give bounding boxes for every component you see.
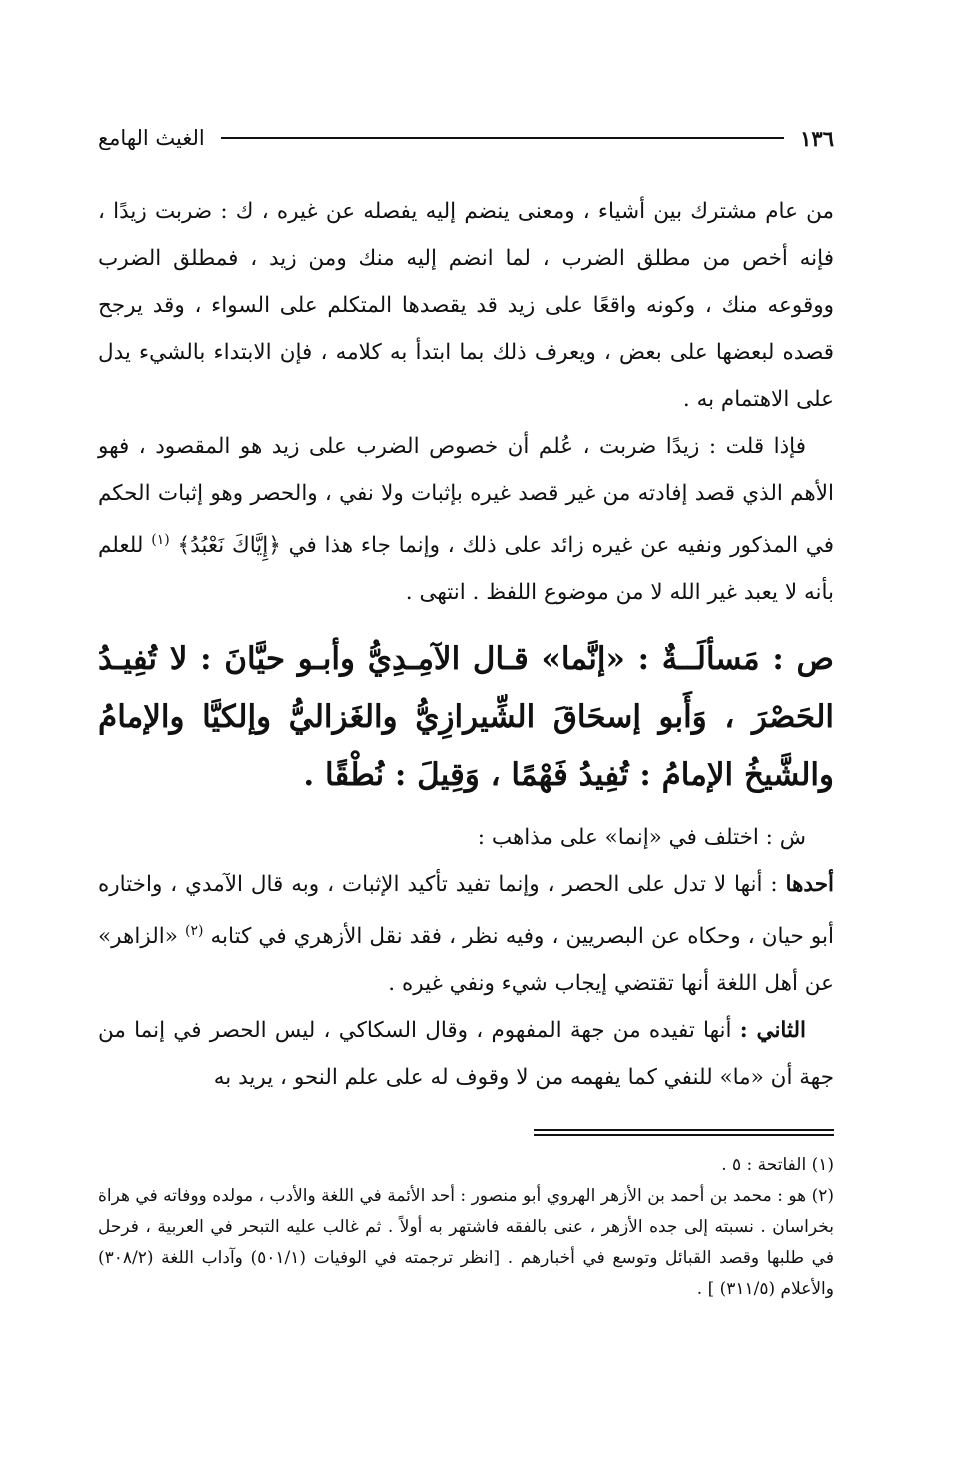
paragraph-2-text-a: فإذا قلت : زيدًا ضربت ، عُلم أن خصوص الضرب على زيد هو المقصود ، فهو الأهم الذي قصد إفادته من غير قصد غيره بإثبات ولا نفي ، والحصر وهو إثبات الحكم في المذكور ونفيه عن غيره زائد على ذلك ، وإنما جاء هذا في ﴿إِيَّاكَ نَعْبُدُ﴾ xyxy=(98,434,835,559)
page-header xyxy=(98,118,834,158)
paragraph-4-text-b: «الزاهر» عن أهل اللغة أنها تقتضي إيجاب شيء ونفي غيره . xyxy=(98,924,834,997)
main-text xyxy=(98,188,834,1101)
footnote-ref-2[interactable]: (٢) xyxy=(184,923,204,940)
paragraph-2-text-b: للعلم بأنه لا يعبد غير الله لا من موضوع اللفظ . انتهى . xyxy=(98,533,834,606)
paragraph-5-lead: الثاني : xyxy=(739,1018,806,1044)
paragraph-1: من عام مشترك بين أشياء ، ومعنى ينضم إليه يفصله عن غيره ، ك : ضربت زيدًا ، فإنه أخص من مطلق الضرب ، لما انضم إليه منك ومن زيد ، فمطلق الضرب ووقوعه منك ، وكونه واقعًا على زيد قد يقصدها المتكلم على السواء ، وقد يرجح قصده لبعضها على بعض ، ويعرف ذلك بما ابتدأ به كلامه ، فإن الابتداء بالشيء يدل على الاهتمام به . xyxy=(98,199,834,412)
footnote-separator xyxy=(534,1129,834,1136)
footnote-ref-1[interactable]: (١) xyxy=(151,532,170,548)
paragraph-2 xyxy=(98,423,834,616)
page-number: ١٣٦ xyxy=(800,125,834,151)
footnote-separator-wrap xyxy=(98,1101,834,1136)
paragraph-4 xyxy=(98,861,834,1007)
footnote-1: (١) الفاتحة : ٥ . xyxy=(721,1155,834,1176)
paragraph-3: ش : اختلف في «إنما» على مذاهب : xyxy=(477,825,806,851)
footnotes xyxy=(98,1150,834,1305)
footnote-2: (٢) هو : محمد بن أحمد بن الأزهر الهروي أبو منصور : أحد الأئمة في اللغة والأدب ، مولده ووفاته في هراة بخراسان . نسبته إلى جده الأزهر ، عنى بالفقه فاشتهر به أولاً . ثم غالب عليه التبحر في العربية ، فرحل في طلبها وقصد القبائل وتوسع في أخبارهم . [انظر ترجمته في الوفيات (٥٠١/١) وآداب اللغة (٣٠٨/٢) والأعلام (٣١١/٥) ] . xyxy=(98,1186,834,1300)
masala-heading: ص : مَسألَــةٌ : «إنَّما» قـال الآمِـدِيُّ وأبـو حيَّانَ : لا تُفِيـدُ الحَصْرَ ، وَأَبو إسحَاقَ الشِّيرازِيُّ والغَزاليُّ وإلكيَّا والإمامُ والشَّيخُ الإمامُ : تُفِيدُ فَهْمًا ، وَقِيلَ : نُطْقًا . xyxy=(98,641,834,794)
book-page xyxy=(98,118,834,1368)
paragraph-5-text: أنها تفيده من جهة المفهوم ، وقال السكاكي ، ليس الحصر في إنما من جهة أن «ما» للنفي كما يفهمه من لا وقوف له على علم النحو ، يريد به xyxy=(98,1018,834,1091)
paragraph-4-lead: أحدها xyxy=(785,872,834,898)
book-title: الغيث الهامع xyxy=(98,126,205,150)
paragraph-5 xyxy=(98,1007,834,1101)
header-rule xyxy=(221,137,784,139)
paragraph-4-text-a: : أنها لا تدل على الحصر ، وإنما تفيد تأكيد الإثبات ، وبه قال الآمدي ، واختاره أبو حيان ، وحكاه عن البصريين ، وفيه نظر ، فقد نقل الأزهري في كتابه xyxy=(98,872,834,950)
